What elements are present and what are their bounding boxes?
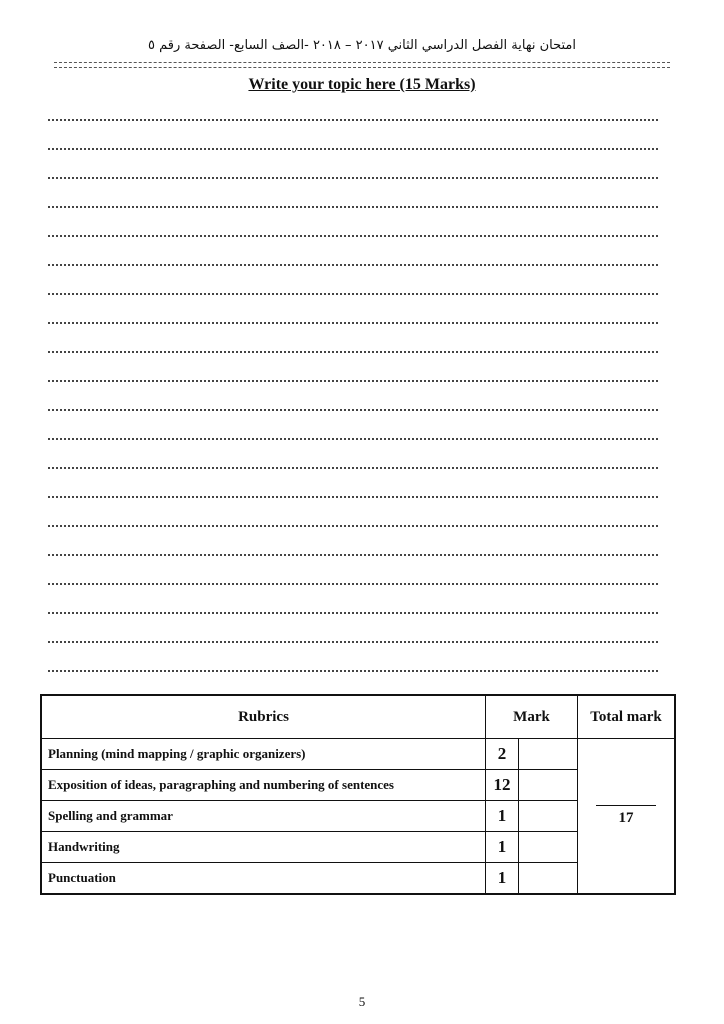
score-cell[interactable] bbox=[519, 863, 578, 895]
dotted-writing-line bbox=[48, 556, 658, 585]
dotted-writing-line bbox=[48, 237, 658, 266]
score-cell[interactable] bbox=[519, 770, 578, 801]
total-mark-value: 17 bbox=[618, 810, 634, 826]
max-mark: 1 bbox=[486, 832, 519, 863]
dotted-writing-line bbox=[48, 121, 658, 150]
dotted-writing-line bbox=[48, 150, 658, 179]
max-mark: 1 bbox=[486, 863, 519, 895]
dotted-writing-line bbox=[48, 353, 658, 382]
rubrics-header-row bbox=[41, 695, 675, 739]
criterion-label: Spelling and grammar bbox=[41, 801, 486, 832]
dotted-writing-line bbox=[48, 179, 658, 208]
dotted-writing-line bbox=[48, 208, 658, 237]
page-number: 5 bbox=[358, 994, 366, 1009]
criterion-label: Exposition of ideas, paragraphing and numbering of sentences bbox=[41, 770, 486, 801]
max-mark: 12 bbox=[486, 770, 519, 801]
dotted-writing-line bbox=[48, 498, 658, 527]
dotted-writing-line bbox=[48, 324, 658, 353]
total-mark-cell[interactable] bbox=[578, 739, 676, 895]
dotted-writing-line bbox=[48, 440, 658, 469]
header-divider bbox=[54, 62, 670, 68]
criterion-label: Planning (mind mapping / graphic organizers) bbox=[41, 739, 486, 770]
topic-title: Write your topic here (15 Marks) bbox=[248, 76, 476, 93]
total-score-line bbox=[596, 805, 656, 806]
score-cell[interactable] bbox=[519, 832, 578, 863]
dotted-writing-line bbox=[48, 527, 658, 556]
score-cell[interactable] bbox=[519, 801, 578, 832]
rubric-row bbox=[41, 739, 675, 770]
dotted-writing-line bbox=[48, 295, 658, 324]
dotted-writing-line bbox=[48, 266, 658, 295]
score-cell[interactable] bbox=[519, 739, 578, 770]
dotted-writing-line bbox=[48, 614, 658, 643]
max-mark: 2 bbox=[486, 739, 519, 770]
writing-area[interactable] bbox=[48, 118, 658, 672]
dotted-writing-line bbox=[48, 411, 658, 440]
max-mark: 1 bbox=[486, 801, 519, 832]
total-header: Total mark bbox=[578, 695, 676, 739]
dotted-writing-line bbox=[48, 643, 658, 672]
dotted-writing-line bbox=[48, 469, 658, 498]
criterion-label: Punctuation bbox=[41, 863, 486, 895]
criterion-label: Handwriting bbox=[41, 832, 486, 863]
mark-header: Mark bbox=[486, 695, 578, 739]
rubrics-header: Rubrics bbox=[41, 695, 486, 739]
rubrics-table bbox=[40, 694, 676, 895]
exam-header: امتحان نهاية الفصل الدراسي الثاني ٢٠١٧ – ٢٠١٨ -الصف السابع- الصفحة رقم ٥ bbox=[148, 38, 576, 53]
dotted-writing-line bbox=[48, 382, 658, 411]
dotted-writing-line bbox=[48, 585, 658, 614]
